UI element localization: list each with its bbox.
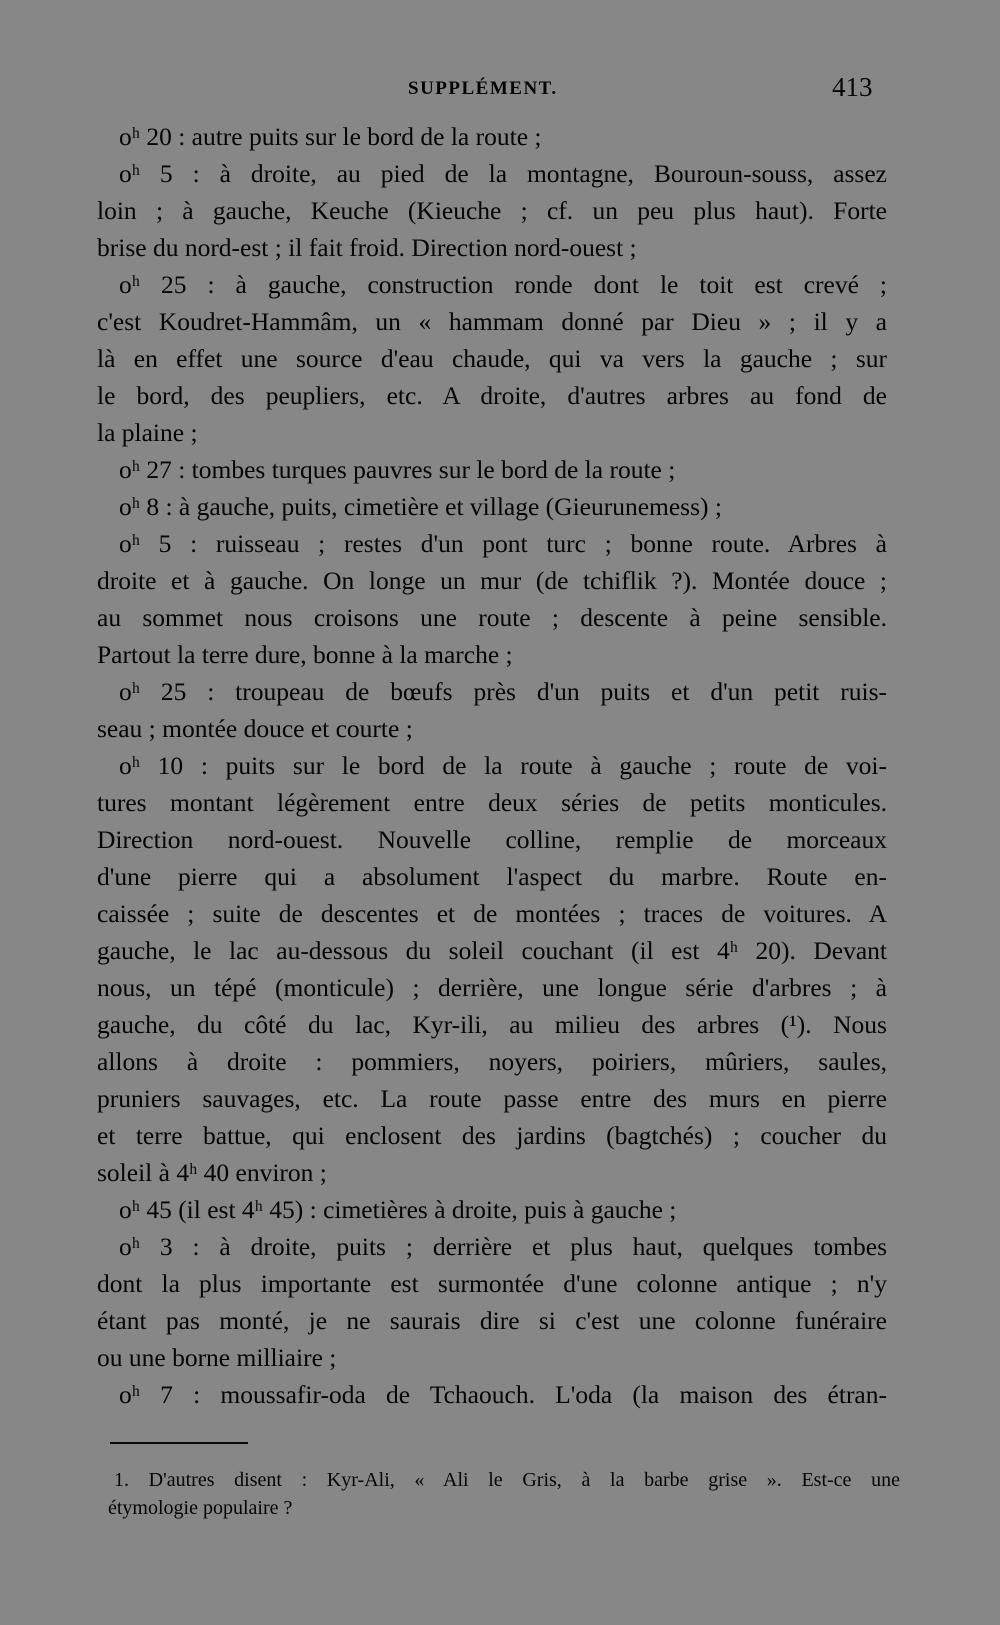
footnotes xyxy=(108,1466,900,1522)
text-line: c'est Koudret-Hammâm, un « hammam donné par Dieu » ; il y a xyxy=(97,307,887,336)
text-line: là en effet une source d'eau chaude, qui va vers la gauche ; sur xyxy=(97,344,887,373)
text-line: Partout la terre dure, bonne à la marche ; xyxy=(97,640,513,669)
text-line: oʰ 25 : troupeau de bœufs près d'un puits et d'un petit ruis- xyxy=(119,677,887,706)
text-line: oʰ 5 : à droite, au pied de la montagne, Bouroun-souss, assez xyxy=(119,159,887,188)
page-header xyxy=(0,72,1000,112)
text-line: oʰ 10 : puits sur le bord de la route à gauche ; route de voi- xyxy=(119,751,887,780)
footnote-line: étymologie populaire ? xyxy=(108,1497,293,1519)
text-line: oʰ 45 (il est 4ʰ 45) : cimetières à droite, puis à gauche ; xyxy=(119,1195,677,1224)
text-line: nous, un tépé (monticule) ; derrière, une longue série d'arbres ; à xyxy=(97,973,887,1002)
page-number: 413 xyxy=(832,72,873,102)
text-line: oʰ 27 : tombes turques pauvres sur le bord de la route ; xyxy=(119,455,676,484)
text-line: la plaine ; xyxy=(97,418,198,447)
text-line: oʰ 25 : à gauche, construction ronde dont le toit est crevé ; xyxy=(119,270,887,299)
text-line: le bord, des peupliers, etc. A droite, d'autres arbres au fond de xyxy=(97,381,887,410)
text-line: oʰ 3 : à droite, puits ; derrière et plus haut, quelques tombes xyxy=(119,1232,887,1261)
text-line: oʰ 7 : moussafir-oda de Tchaouch. L'oda (la maison des étran- xyxy=(119,1380,887,1409)
text-line: au sommet nous croisons une route ; descente à peine sensible. xyxy=(97,603,887,632)
text-line: brise du nord-est ; il fait froid. Direction nord-ouest ; xyxy=(97,233,637,262)
text-line: et terre battue, qui enclosent des jardins (bagtchés) ; coucher du xyxy=(97,1121,887,1150)
text-line: dont la plus importante est surmontée d'une colonne antique ; n'y xyxy=(97,1269,887,1298)
text-line: soleil à 4ʰ 40 environ ; xyxy=(97,1158,327,1187)
text-line: oʰ 5 : ruisseau ; restes d'un pont turc ; bonne route. Arbres à xyxy=(119,529,887,558)
text-line: pruniers sauvages, etc. La route passe entre des murs en pierre xyxy=(97,1084,887,1113)
text-line: d'une pierre qui a absolument l'aspect du marbre. Route en- xyxy=(97,862,887,891)
body-text xyxy=(97,118,887,1413)
text-line: Direction nord-ouest. Nouvelle colline, remplie de morceaux xyxy=(97,825,887,854)
text-line: droite et à gauche. On longe un mur (de tchiflik ?). Montée douce ; xyxy=(97,566,887,595)
text-line: gauche, du côté du lac, Kyr-ili, au milieu des arbres (¹). Nous xyxy=(97,1010,887,1039)
text-line: oʰ 8 : à gauche, puits, cimetière et village (Gieurunemess) ; xyxy=(119,492,722,521)
text-line: allons à droite : pommiers, noyers, poiriers, mûriers, saules, xyxy=(97,1047,887,1076)
text-line: seau ; montée douce et courte ; xyxy=(97,714,413,743)
footnote-rule xyxy=(110,1442,248,1444)
text-line: ou une borne milliaire ; xyxy=(97,1343,337,1372)
running-head: SUPPLÉMENT. xyxy=(408,78,558,99)
footnote-line: 1. D'autres disent : Kyr-Ali, « Ali le Gris, à la barbe grise ». Est-ce une xyxy=(114,1469,900,1491)
text-line: oʰ 20 : autre puits sur le bord de la route ; xyxy=(119,122,542,151)
text-line: gauche, le lac au-dessous du soleil couchant (il est 4ʰ 20). Devant xyxy=(97,936,887,965)
text-line: étant pas monté, je ne saurais dire si c'est une colonne funéraire xyxy=(97,1306,887,1335)
text-line: loin ; à gauche, Keuche (Kieuche ; cf. un peu plus haut). Forte xyxy=(97,196,887,225)
text-line: caissée ; suite de descentes et de montées ; traces de voitures. A xyxy=(97,899,887,928)
text-line: tures montant légèrement entre deux séries de petits monticules. xyxy=(97,788,887,817)
